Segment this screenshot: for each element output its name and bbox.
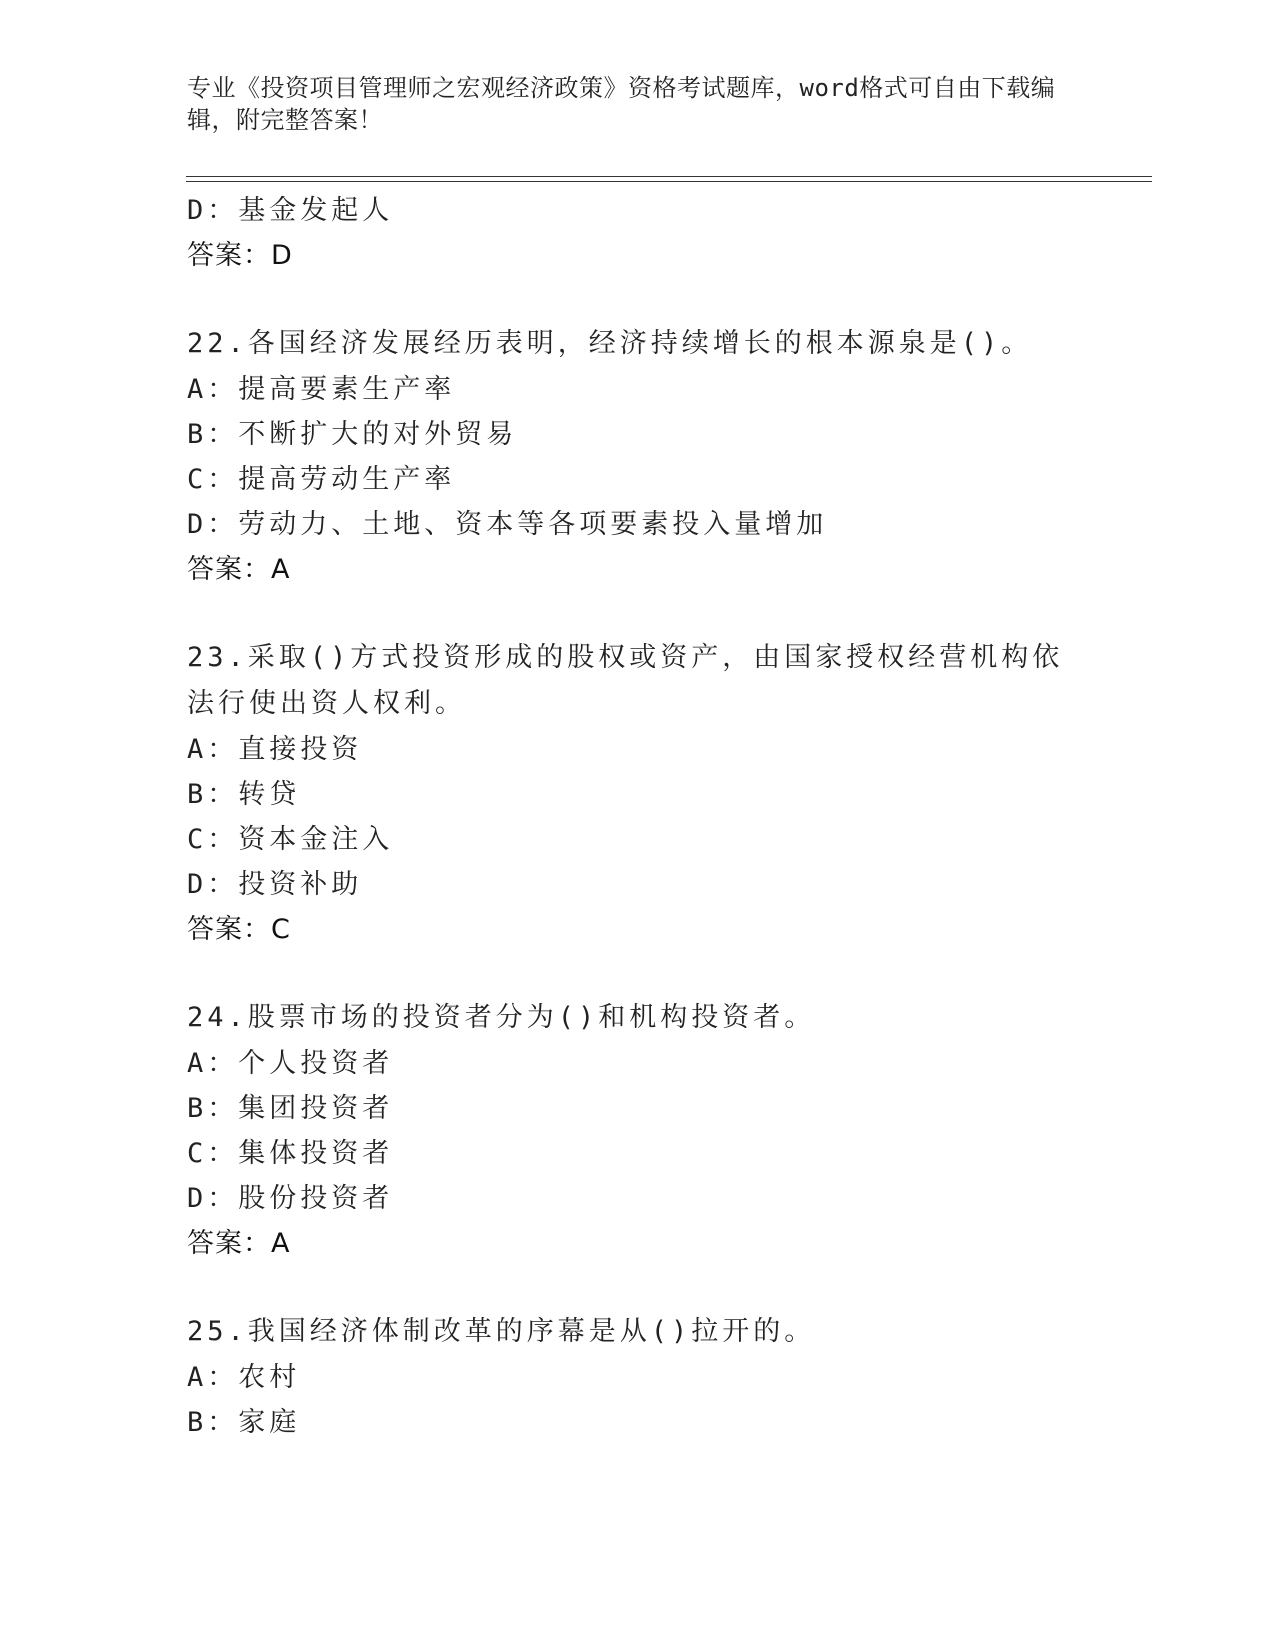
- header-line-1: 专业《投资项目管理师之宏观经济政策》资格考试题库，word格式可自由下载编: [187, 74, 1056, 102]
- option-a: A：直接投资: [187, 734, 363, 765]
- header-divider-bottom: [186, 181, 1152, 182]
- option-a: A：个人投资者: [187, 1048, 394, 1079]
- option-c: C：资本金注入: [187, 824, 394, 855]
- answer-line: 答案：C: [187, 914, 291, 945]
- option-a: A：农村: [187, 1362, 301, 1393]
- question-21-tail: [187, 188, 1087, 279]
- question-stem: 25.我国经济体制改革的序幕是从()拉开的。: [187, 1316, 816, 1347]
- document-header: [187, 72, 1067, 136]
- question-23: [187, 635, 1087, 953]
- header-divider-top: [186, 176, 1152, 177]
- option-d: D：基金发起人: [187, 195, 394, 226]
- question-stem: 24.股票市场的投资者分为()和机构投资者。: [187, 1002, 816, 1033]
- option-b: B：转贷: [187, 779, 301, 810]
- question-stem: 23.采取()方式投资形成的股权或资产，由国家授权经营机构依法行使出资人权利。: [187, 642, 1064, 719]
- answer-line: 答案：A: [187, 554, 291, 585]
- question-list: [187, 188, 1087, 1445]
- question-22: [187, 321, 1087, 593]
- option-c: C：集体投资者: [187, 1138, 394, 1169]
- option-b: B：不断扩大的对外贸易: [187, 419, 518, 450]
- answer-line: 答案：D: [187, 240, 293, 271]
- option-d: D：投资补助: [187, 869, 363, 900]
- option-b: B：家庭: [187, 1407, 301, 1438]
- question-stem: 22.各国经济发展经历表明，经济持续增长的根本源泉是()。: [187, 328, 1033, 359]
- answer-line: 答案：A: [187, 1228, 291, 1259]
- option-a: A：提高要素生产率: [187, 374, 456, 405]
- question-25: [187, 1309, 1087, 1445]
- header-line-2: 辑，附完整答案！: [187, 106, 383, 134]
- option-d: D：劳动力、土地、资本等各项要素投入量增加: [187, 509, 828, 540]
- option-b: B：集团投资者: [187, 1093, 394, 1124]
- option-d: D：股份投资者: [187, 1183, 394, 1214]
- question-24: [187, 995, 1087, 1267]
- option-c: C：提高劳动生产率: [187, 464, 456, 495]
